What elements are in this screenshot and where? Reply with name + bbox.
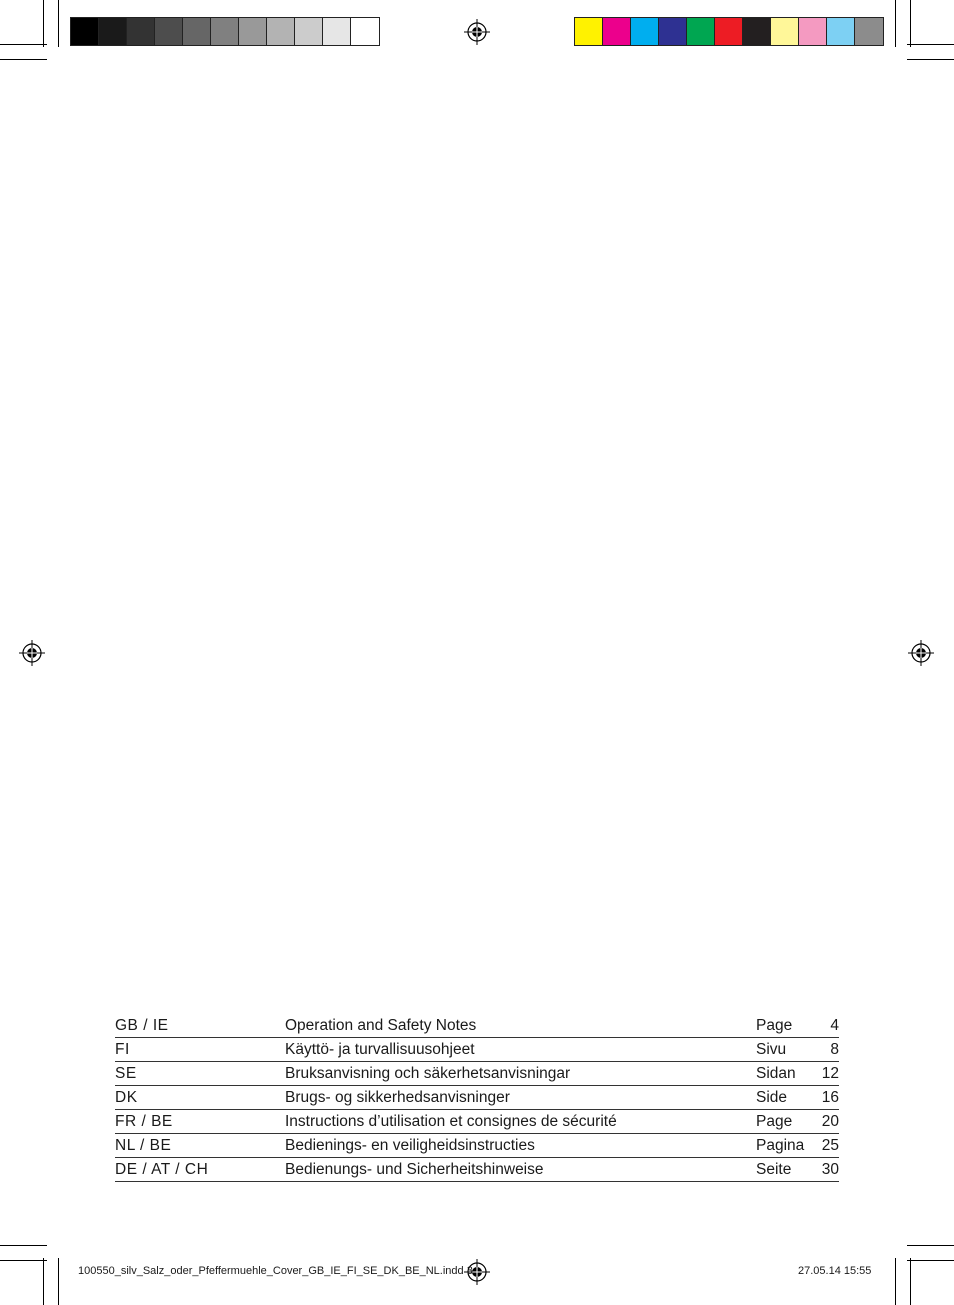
color-swatch [323, 18, 351, 45]
grayscale-color-bar [70, 17, 380, 46]
page-number: 4 [830, 1017, 839, 1034]
color-swatch [827, 18, 855, 45]
page-label: Page [756, 1113, 793, 1130]
page-number: 20 [821, 1113, 839, 1130]
color-swatch [211, 18, 239, 45]
page-label: Sidan [756, 1065, 796, 1082]
section-title: Operation and Safety Notes [285, 1017, 477, 1034]
crop-mark [907, 1245, 954, 1246]
crop-mark [0, 44, 47, 45]
color-swatch [71, 18, 99, 45]
page-label: Side [756, 1089, 788, 1106]
crop-mark [907, 59, 954, 60]
toc-row[interactable] [115, 1086, 839, 1110]
registration-mark-icon [464, 19, 490, 45]
registration-mark-icon [19, 640, 45, 666]
language-code: FR / BE [115, 1113, 173, 1130]
color-swatch [267, 18, 295, 45]
color-swatch [659, 18, 687, 45]
toc-row[interactable] [115, 1134, 839, 1158]
page-number: 16 [821, 1089, 839, 1106]
crop-mark [58, 1258, 59, 1305]
page-number: 12 [821, 1065, 839, 1082]
language-code: SE [115, 1065, 137, 1082]
crop-mark [43, 0, 44, 47]
color-swatch [603, 18, 631, 45]
registration-mark-icon [908, 640, 934, 666]
crop-mark [0, 59, 47, 60]
section-title: Bruksanvisning och säkerhetsanvisningar [285, 1065, 571, 1082]
color-swatch [351, 18, 379, 45]
slug-filename: 100550_silv_Salz_oder_Pfeffermuehle_Cover_GB_IE_FI_SE_DK_BE_NL.indd 3 [78, 1265, 473, 1277]
language-code: DK [115, 1089, 138, 1106]
crop-mark [43, 1258, 44, 1305]
process-color-bar [574, 17, 884, 46]
color-swatch [771, 18, 799, 45]
color-swatch [743, 18, 771, 45]
section-title: Bedienings- en veiligheidsinstructies [285, 1137, 535, 1154]
toc-row[interactable] [115, 1038, 839, 1062]
toc-row[interactable] [115, 1014, 839, 1038]
crop-mark [907, 44, 954, 45]
section-title: Instructions d’utilisation et consignes de sécurité [285, 1113, 617, 1130]
page-label: Sivu [756, 1041, 787, 1058]
crop-mark [0, 1260, 47, 1261]
page-label: Seite [756, 1161, 792, 1178]
table-of-contents [115, 1014, 839, 1182]
crop-mark [907, 1260, 954, 1261]
crop-mark [910, 1258, 911, 1305]
color-swatch [127, 18, 155, 45]
page-number: 8 [830, 1041, 839, 1058]
color-swatch [715, 18, 743, 45]
slug-datetime: 27.05.14 15:55 [798, 1265, 872, 1277]
language-code: NL / BE [115, 1137, 172, 1154]
section-title: Käyttö- ja turvallisuusohjeet [285, 1041, 475, 1058]
color-swatch [155, 18, 183, 45]
page-label: Pagina [756, 1137, 805, 1154]
crop-mark [895, 1258, 896, 1305]
language-code: GB / IE [115, 1017, 169, 1034]
color-swatch [575, 18, 603, 45]
toc-row[interactable] [115, 1158, 839, 1182]
section-title: Bedienungs- und Sicherheitshinweise [285, 1161, 544, 1178]
crop-mark [58, 0, 59, 47]
color-swatch [687, 18, 715, 45]
toc-row[interactable] [115, 1110, 839, 1134]
color-swatch [295, 18, 323, 45]
crop-mark [910, 0, 911, 47]
color-swatch [183, 18, 211, 45]
language-code: FI [115, 1041, 130, 1058]
color-swatch [631, 18, 659, 45]
toc-row[interactable] [115, 1062, 839, 1086]
page-number: 25 [821, 1137, 839, 1154]
crop-mark [0, 1245, 47, 1246]
color-swatch [99, 18, 127, 45]
color-swatch [239, 18, 267, 45]
color-swatch [855, 18, 883, 45]
color-swatch [799, 18, 827, 45]
page-number: 30 [821, 1161, 839, 1178]
section-title: Brugs- og sikkerhedsanvisninger [285, 1089, 510, 1106]
page-label: Page [756, 1017, 793, 1034]
crop-mark [895, 0, 896, 47]
language-code: DE / AT / CH [115, 1161, 209, 1178]
